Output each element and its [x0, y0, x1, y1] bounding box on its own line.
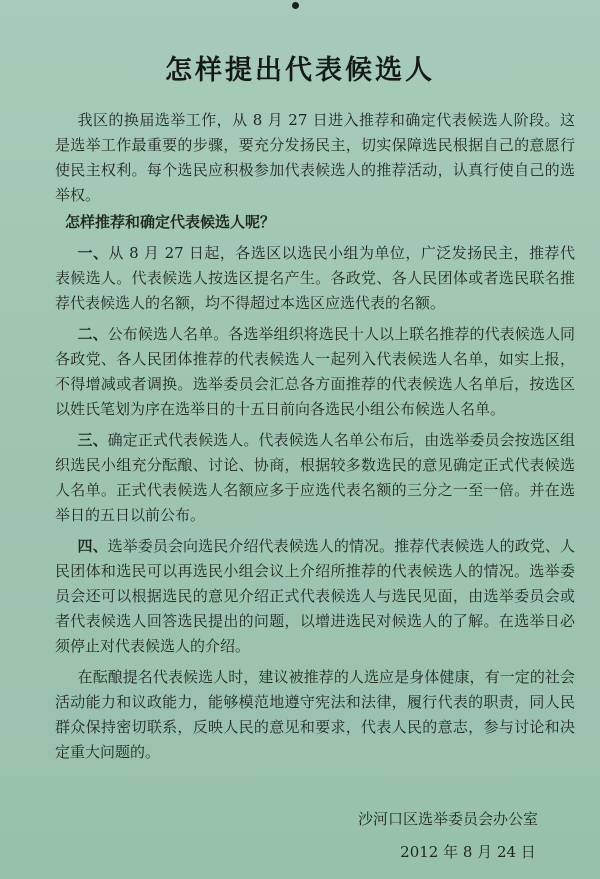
item-paragraph-2	[55, 322, 575, 422]
signature-block	[358, 808, 538, 862]
item-paragraph-1	[55, 241, 575, 316]
item-lead: 三、	[77, 431, 108, 449]
closing-paragraph: 在酝酿提名代表候选人时，建议被推荐的人选应是身体健康，有一定的社会活动能力和议政能力，能够模范地遵守宪法和法律，履行代表的职责，同人民群众保持密切联系，反映人民的意见和要求，代表人民的意志，参与讨论和决定重大问题的。	[55, 668, 575, 761]
item-text: 从 8 月 27 日起，各选区以选民小组为单位，广泛发扬民主，推荐代表候选人。代表候选人按选区提名产生。各政党、各人民团体或者选民联名推荐代表候选人的名额，均不得超过本选区应选代表的名额。	[55, 244, 575, 312]
pin-hole	[292, 2, 299, 9]
issue-date: 2012 年 8 月 24 日	[400, 843, 536, 861]
intro-paragraph: 我区的换届选举工作，从 8 月 27 日进入推荐和确定代表候选人阶段。这是选举工作最重要的步骤，要充分发扬民主，切实保障选民根据自己的意愿行使民主权利。每个选民应积极参加代表候选人的推荐活动，认真行使自己的选举权。	[55, 111, 575, 204]
item-text: 确定正式代表候选人。代表候选人名单公布后，由选举委员会按选区组织选民小组充分酝酿、讨论、协商，根据较多数选民的意见确定正式代表候选人名单。正式代表候选人名额应多于应选代表名额的三分之一至一倍。并在选举日的五日以前公布。	[55, 431, 575, 524]
item-text: 选举委员会向选民介绍代表候选人的情况。推荐代表候选人的政党、人民团体和选民可以再选民小组会议上介绍所推荐的代表候选人的情况。选举委员会还可以根据选民的意见介绍正式代表候选人与选民见面，由选举委员会或者代表候选人回答选民提出的问题，以增进选民对候选人的了解。在选举日必须停止对代表候选人的介绍。	[55, 537, 575, 655]
document-body	[55, 108, 575, 765]
item-lead: 四、	[77, 537, 108, 555]
item-lead: 一、	[77, 244, 109, 262]
document-title: 怎样提出代表候选人	[165, 55, 435, 86]
item-paragraph-3	[55, 428, 575, 528]
issuing-office: 沙河口区选举委员会办公室	[357, 810, 538, 828]
question-heading: 怎样推荐和确定代表候选人呢？	[65, 213, 276, 231]
item-lead: 二、	[77, 325, 108, 343]
item-text: 公布候选人名单。各选举组织将选民十人以上联名推荐的代表候选人同各政党、各人民团体推荐的代表候选人一起列入代表候选人名单，如实上报，不得增减或者调换。选举委员会汇总各方面推荐的代表候选人名单后，按选区以姓氏笔划为序在选举日的十五日前向各选民小组公布候选人名单。	[55, 325, 575, 418]
item-paragraph-4	[55, 534, 575, 659]
